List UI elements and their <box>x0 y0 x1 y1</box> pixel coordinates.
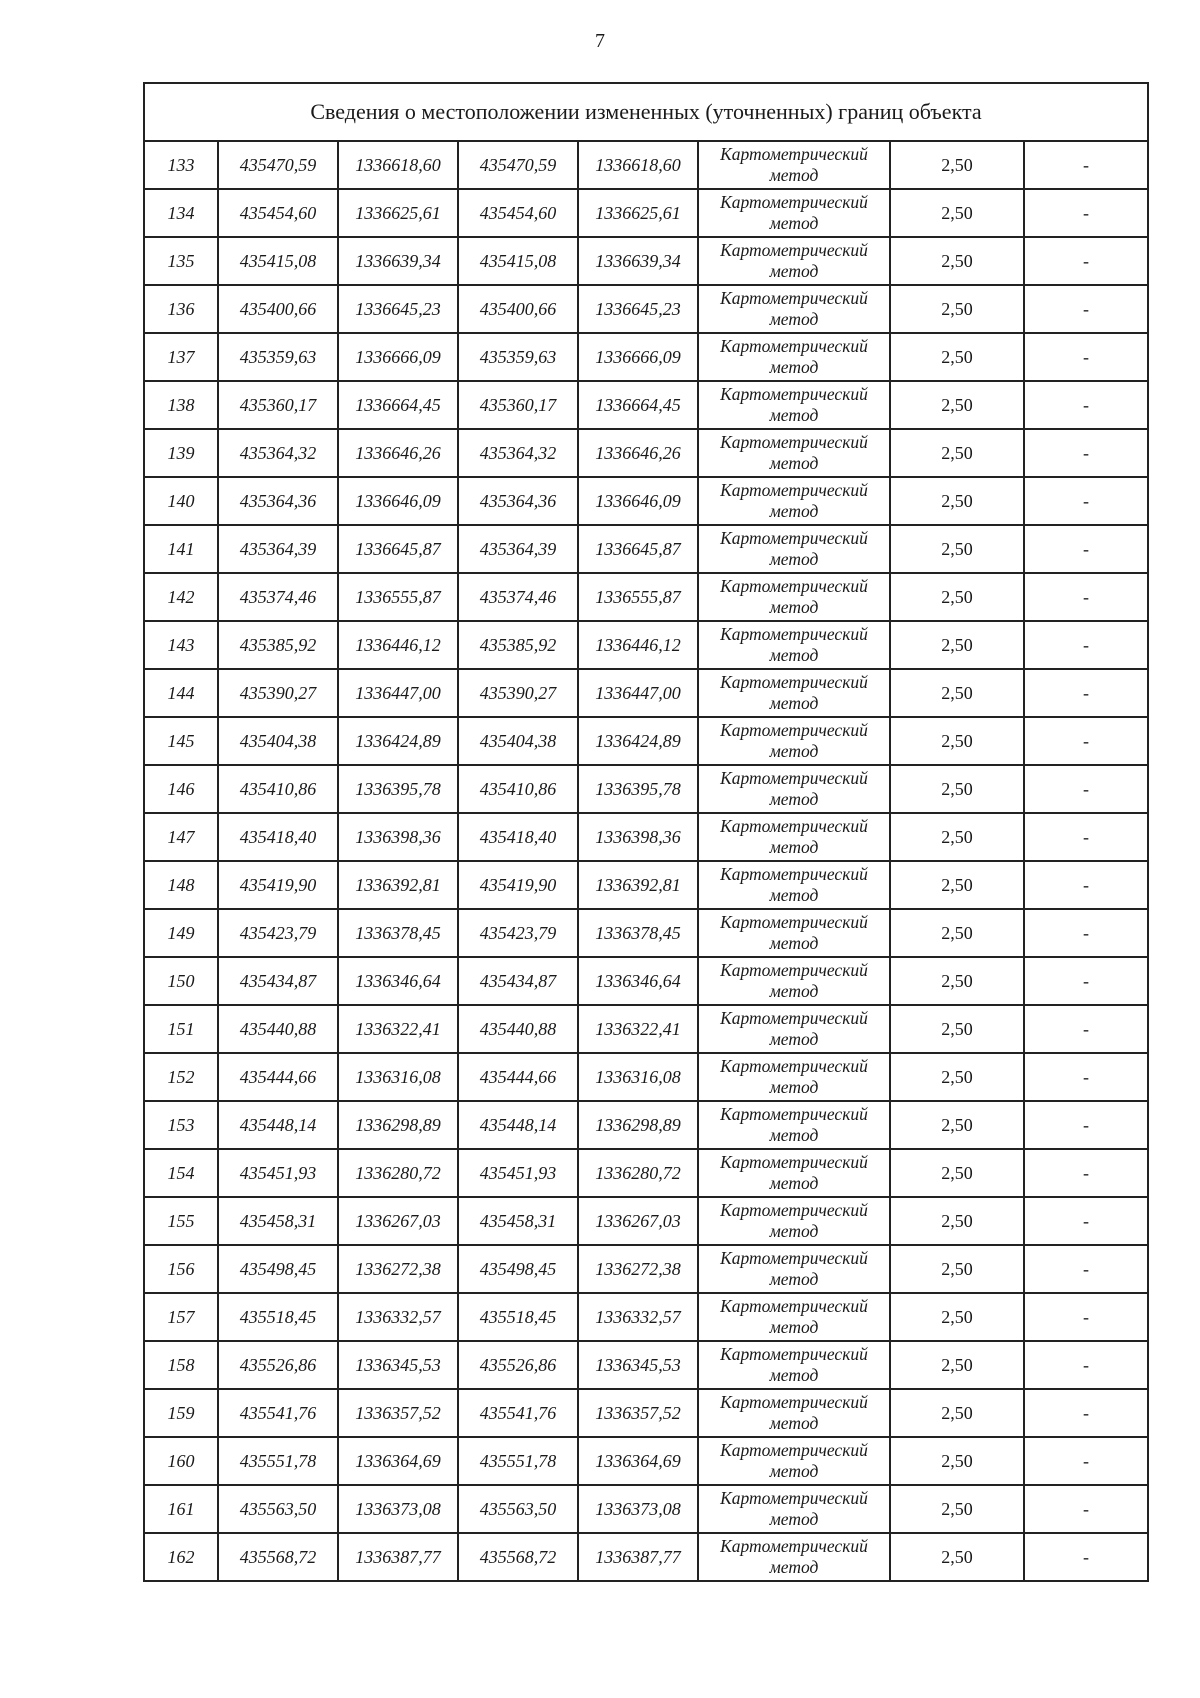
new-x-cell: 435518,45 <box>458 1293 578 1341</box>
existing-y-cell: 1336395,78 <box>338 765 458 813</box>
new-x-cell: 435404,38 <box>458 717 578 765</box>
error-cell: 2,50 <box>890 909 1024 957</box>
error-cell: 2,50 <box>890 381 1024 429</box>
existing-y-cell: 1336322,41 <box>338 1005 458 1053</box>
error-cell: 2,50 <box>890 1005 1024 1053</box>
error-cell: 2,50 <box>890 1053 1024 1101</box>
new-y-cell: 1336387,77 <box>578 1533 698 1581</box>
new-x-cell: 435434,87 <box>458 957 578 1005</box>
table-row <box>144 237 1148 285</box>
description-cell: - <box>1024 381 1148 429</box>
existing-y-cell: 1336346,64 <box>338 957 458 1005</box>
description-cell: - <box>1024 621 1148 669</box>
description-cell: - <box>1024 285 1148 333</box>
new-y-cell: 1336346,64 <box>578 957 698 1005</box>
existing-x-cell: 435410,86 <box>218 765 338 813</box>
new-x-cell: 435423,79 <box>458 909 578 957</box>
existing-y-cell: 1336392,81 <box>338 861 458 909</box>
point-number-cell: 133 <box>144 141 218 189</box>
existing-y-cell: 1336398,36 <box>338 813 458 861</box>
description-cell: - <box>1024 1437 1148 1485</box>
description-cell: - <box>1024 141 1148 189</box>
new-y-cell: 1336625,61 <box>578 189 698 237</box>
existing-x-cell: 435448,14 <box>218 1101 338 1149</box>
existing-y-cell: 1336373,08 <box>338 1485 458 1533</box>
existing-y-cell: 1336666,09 <box>338 333 458 381</box>
method-cell: Картометрический метод <box>698 1053 890 1101</box>
description-cell: - <box>1024 525 1148 573</box>
existing-x-cell: 435359,63 <box>218 333 338 381</box>
point-number-cell: 136 <box>144 285 218 333</box>
error-cell: 2,50 <box>890 861 1024 909</box>
existing-y-cell: 1336280,72 <box>338 1149 458 1197</box>
error-cell: 2,50 <box>890 717 1024 765</box>
point-number-cell: 152 <box>144 1053 218 1101</box>
existing-y-cell: 1336364,69 <box>338 1437 458 1485</box>
error-cell: 2,50 <box>890 1245 1024 1293</box>
new-x-cell: 435551,78 <box>458 1437 578 1485</box>
method-cell: Картометрический метод <box>698 477 890 525</box>
table-row <box>144 285 1148 333</box>
error-cell: 2,50 <box>890 1149 1024 1197</box>
new-y-cell: 1336639,34 <box>578 237 698 285</box>
new-y-cell: 1336357,52 <box>578 1389 698 1437</box>
existing-x-cell: 435518,45 <box>218 1293 338 1341</box>
new-x-cell: 435448,14 <box>458 1101 578 1149</box>
method-cell: Картометрический метод <box>698 573 890 621</box>
error-cell: 2,50 <box>890 1341 1024 1389</box>
table-row <box>144 765 1148 813</box>
new-x-cell: 435418,40 <box>458 813 578 861</box>
error-cell: 2,50 <box>890 669 1024 717</box>
existing-x-cell: 435563,50 <box>218 1485 338 1533</box>
point-number-cell: 160 <box>144 1437 218 1485</box>
existing-x-cell: 435374,46 <box>218 573 338 621</box>
error-cell: 2,50 <box>890 333 1024 381</box>
table-row <box>144 621 1148 669</box>
new-y-cell: 1336322,41 <box>578 1005 698 1053</box>
description-cell: - <box>1024 813 1148 861</box>
new-y-cell: 1336373,08 <box>578 1485 698 1533</box>
table-row <box>144 333 1148 381</box>
error-cell: 2,50 <box>890 1101 1024 1149</box>
method-cell: Картометрический метод <box>698 285 890 333</box>
existing-x-cell: 435458,31 <box>218 1197 338 1245</box>
new-y-cell: 1336447,00 <box>578 669 698 717</box>
method-cell: Картометрический метод <box>698 909 890 957</box>
new-x-cell: 435400,66 <box>458 285 578 333</box>
error-cell: 2,50 <box>890 429 1024 477</box>
existing-y-cell: 1336387,77 <box>338 1533 458 1581</box>
new-y-cell: 1336378,45 <box>578 909 698 957</box>
error-cell: 2,50 <box>890 1533 1024 1581</box>
table-row <box>144 1101 1148 1149</box>
description-cell: - <box>1024 1485 1148 1533</box>
point-number-cell: 147 <box>144 813 218 861</box>
error-cell: 2,50 <box>890 1485 1024 1533</box>
new-y-cell: 1336298,89 <box>578 1101 698 1149</box>
description-cell: - <box>1024 1005 1148 1053</box>
new-x-cell: 435419,90 <box>458 861 578 909</box>
description-cell: - <box>1024 669 1148 717</box>
description-cell: - <box>1024 573 1148 621</box>
existing-x-cell: 435434,87 <box>218 957 338 1005</box>
new-x-cell: 435440,88 <box>458 1005 578 1053</box>
point-number-cell: 145 <box>144 717 218 765</box>
point-number-cell: 157 <box>144 1293 218 1341</box>
method-cell: Картометрический метод <box>698 189 890 237</box>
description-cell: - <box>1024 1197 1148 1245</box>
description-cell: - <box>1024 1341 1148 1389</box>
point-number-cell: 135 <box>144 237 218 285</box>
description-cell: - <box>1024 1101 1148 1149</box>
existing-x-cell: 435364,32 <box>218 429 338 477</box>
point-number-cell: 134 <box>144 189 218 237</box>
new-y-cell: 1336555,87 <box>578 573 698 621</box>
new-x-cell: 435410,86 <box>458 765 578 813</box>
existing-y-cell: 1336645,23 <box>338 285 458 333</box>
existing-y-cell: 1336646,26 <box>338 429 458 477</box>
point-number-cell: 142 <box>144 573 218 621</box>
table-row <box>144 1005 1148 1053</box>
method-cell: Картометрический метод <box>698 669 890 717</box>
point-number-cell: 143 <box>144 621 218 669</box>
description-cell: - <box>1024 1533 1148 1581</box>
existing-y-cell: 1336267,03 <box>338 1197 458 1245</box>
new-y-cell: 1336345,53 <box>578 1341 698 1389</box>
new-x-cell: 435568,72 <box>458 1533 578 1581</box>
new-y-cell: 1336392,81 <box>578 861 698 909</box>
description-cell: - <box>1024 957 1148 1005</box>
existing-x-cell: 435364,36 <box>218 477 338 525</box>
table-row <box>144 573 1148 621</box>
existing-x-cell: 435526,86 <box>218 1341 338 1389</box>
description-cell: - <box>1024 909 1148 957</box>
existing-y-cell: 1336316,08 <box>338 1053 458 1101</box>
method-cell: Картометрический метод <box>698 765 890 813</box>
method-cell: Картометрический метод <box>698 525 890 573</box>
existing-x-cell: 435470,59 <box>218 141 338 189</box>
new-x-cell: 435526,86 <box>458 1341 578 1389</box>
new-x-cell: 435451,93 <box>458 1149 578 1197</box>
existing-y-cell: 1336555,87 <box>338 573 458 621</box>
existing-y-cell: 1336625,61 <box>338 189 458 237</box>
point-number-cell: 162 <box>144 1533 218 1581</box>
existing-y-cell: 1336272,38 <box>338 1245 458 1293</box>
table-row <box>144 429 1148 477</box>
new-x-cell: 435385,92 <box>458 621 578 669</box>
point-number-cell: 159 <box>144 1389 218 1437</box>
point-number-cell: 150 <box>144 957 218 1005</box>
description-cell: - <box>1024 765 1148 813</box>
table-row <box>144 669 1148 717</box>
error-cell: 2,50 <box>890 813 1024 861</box>
error-cell: 2,50 <box>890 1389 1024 1437</box>
method-cell: Картометрический метод <box>698 141 890 189</box>
method-cell: Картометрический метод <box>698 333 890 381</box>
error-cell: 2,50 <box>890 285 1024 333</box>
existing-y-cell: 1336639,34 <box>338 237 458 285</box>
new-y-cell: 1336316,08 <box>578 1053 698 1101</box>
new-x-cell: 435415,08 <box>458 237 578 285</box>
point-number-cell: 140 <box>144 477 218 525</box>
error-cell: 2,50 <box>890 1197 1024 1245</box>
new-y-cell: 1336645,23 <box>578 285 698 333</box>
table-row <box>144 1053 1148 1101</box>
point-number-cell: 153 <box>144 1101 218 1149</box>
boundary-coordinates-table <box>143 82 1149 1582</box>
existing-x-cell: 435568,72 <box>218 1533 338 1581</box>
existing-y-cell: 1336645,87 <box>338 525 458 573</box>
new-y-cell: 1336664,45 <box>578 381 698 429</box>
new-y-cell: 1336272,38 <box>578 1245 698 1293</box>
description-cell: - <box>1024 1149 1148 1197</box>
point-number-cell: 138 <box>144 381 218 429</box>
existing-y-cell: 1336446,12 <box>338 621 458 669</box>
table-body <box>144 83 1148 1581</box>
error-cell: 2,50 <box>890 477 1024 525</box>
existing-x-cell: 435498,45 <box>218 1245 338 1293</box>
point-number-cell: 146 <box>144 765 218 813</box>
method-cell: Картометрический метод <box>698 381 890 429</box>
table-row <box>144 1341 1148 1389</box>
table-row <box>144 1485 1148 1533</box>
new-x-cell: 435364,36 <box>458 477 578 525</box>
table-row <box>144 381 1148 429</box>
new-x-cell: 435359,63 <box>458 333 578 381</box>
method-cell: Картометрический метод <box>698 861 890 909</box>
existing-x-cell: 435444,66 <box>218 1053 338 1101</box>
method-cell: Картометрический метод <box>698 957 890 1005</box>
description-cell: - <box>1024 477 1148 525</box>
error-cell: 2,50 <box>890 189 1024 237</box>
description-cell: - <box>1024 429 1148 477</box>
new-x-cell: 435444,66 <box>458 1053 578 1101</box>
method-cell: Картометрический метод <box>698 1533 890 1581</box>
table-row <box>144 1197 1148 1245</box>
new-y-cell: 1336424,89 <box>578 717 698 765</box>
error-cell: 2,50 <box>890 1293 1024 1341</box>
method-cell: Картометрический метод <box>698 429 890 477</box>
new-x-cell: 435374,46 <box>458 573 578 621</box>
method-cell: Картометрический метод <box>698 1245 890 1293</box>
existing-y-cell: 1336664,45 <box>338 381 458 429</box>
new-y-cell: 1336364,69 <box>578 1437 698 1485</box>
existing-x-cell: 435440,88 <box>218 1005 338 1053</box>
method-cell: Картометрический метод <box>698 1485 890 1533</box>
error-cell: 2,50 <box>890 237 1024 285</box>
method-cell: Картометрический метод <box>698 621 890 669</box>
method-cell: Картометрический метод <box>698 1341 890 1389</box>
point-number-cell: 161 <box>144 1485 218 1533</box>
table-row <box>144 477 1148 525</box>
method-cell: Картометрический метод <box>698 1149 890 1197</box>
new-y-cell: 1336267,03 <box>578 1197 698 1245</box>
method-cell: Картометрический метод <box>698 237 890 285</box>
new-y-cell: 1336666,09 <box>578 333 698 381</box>
point-number-cell: 137 <box>144 333 218 381</box>
point-number-cell: 158 <box>144 1341 218 1389</box>
new-y-cell: 1336646,09 <box>578 477 698 525</box>
existing-y-cell: 1336345,53 <box>338 1341 458 1389</box>
new-y-cell: 1336446,12 <box>578 621 698 669</box>
new-x-cell: 435364,32 <box>458 429 578 477</box>
description-cell: - <box>1024 1053 1148 1101</box>
description-cell: - <box>1024 1389 1148 1437</box>
existing-x-cell: 435551,78 <box>218 1437 338 1485</box>
existing-y-cell: 1336332,57 <box>338 1293 458 1341</box>
description-cell: - <box>1024 189 1148 237</box>
description-cell: - <box>1024 1293 1148 1341</box>
method-cell: Картометрический метод <box>698 1293 890 1341</box>
point-number-cell: 144 <box>144 669 218 717</box>
existing-x-cell: 435364,39 <box>218 525 338 573</box>
point-number-cell: 149 <box>144 909 218 957</box>
description-cell: - <box>1024 861 1148 909</box>
new-x-cell: 435360,17 <box>458 381 578 429</box>
new-x-cell: 435390,27 <box>458 669 578 717</box>
new-y-cell: 1336645,87 <box>578 525 698 573</box>
new-x-cell: 435563,50 <box>458 1485 578 1533</box>
existing-x-cell: 435385,92 <box>218 621 338 669</box>
error-cell: 2,50 <box>890 141 1024 189</box>
existing-y-cell: 1336646,09 <box>338 477 458 525</box>
new-x-cell: 435470,59 <box>458 141 578 189</box>
existing-x-cell: 435541,76 <box>218 1389 338 1437</box>
method-cell: Картометрический метод <box>698 1101 890 1149</box>
point-number-cell: 156 <box>144 1245 218 1293</box>
table-row <box>144 1293 1148 1341</box>
error-cell: 2,50 <box>890 621 1024 669</box>
method-cell: Картометрический метод <box>698 1437 890 1485</box>
point-number-cell: 139 <box>144 429 218 477</box>
new-x-cell: 435458,31 <box>458 1197 578 1245</box>
existing-y-cell: 1336447,00 <box>338 669 458 717</box>
new-y-cell: 1336618,60 <box>578 141 698 189</box>
table-row <box>144 861 1148 909</box>
method-cell: Картометрический метод <box>698 1197 890 1245</box>
existing-y-cell: 1336357,52 <box>338 1389 458 1437</box>
existing-x-cell: 435451,93 <box>218 1149 338 1197</box>
table-row <box>144 1389 1148 1437</box>
new-y-cell: 1336332,57 <box>578 1293 698 1341</box>
method-cell: Картометрический метод <box>698 1005 890 1053</box>
existing-y-cell: 1336378,45 <box>338 909 458 957</box>
existing-x-cell: 435404,38 <box>218 717 338 765</box>
error-cell: 2,50 <box>890 957 1024 1005</box>
table-row <box>144 717 1148 765</box>
existing-y-cell: 1336618,60 <box>338 141 458 189</box>
point-number-cell: 155 <box>144 1197 218 1245</box>
table-row <box>144 1149 1148 1197</box>
table-row <box>144 525 1148 573</box>
existing-x-cell: 435400,66 <box>218 285 338 333</box>
table-title-row <box>144 83 1148 141</box>
existing-x-cell: 435390,27 <box>218 669 338 717</box>
new-x-cell: 435454,60 <box>458 189 578 237</box>
method-cell: Картометрический метод <box>698 1389 890 1437</box>
point-number-cell: 141 <box>144 525 218 573</box>
existing-x-cell: 435454,60 <box>218 189 338 237</box>
description-cell: - <box>1024 237 1148 285</box>
page-number: 7 <box>595 30 605 52</box>
table-row <box>144 957 1148 1005</box>
description-cell: - <box>1024 717 1148 765</box>
new-y-cell: 1336280,72 <box>578 1149 698 1197</box>
table-row <box>144 141 1148 189</box>
description-cell: - <box>1024 1245 1148 1293</box>
table-row <box>144 1437 1148 1485</box>
existing-x-cell: 435419,90 <box>218 861 338 909</box>
method-cell: Картометрический метод <box>698 717 890 765</box>
existing-x-cell: 435423,79 <box>218 909 338 957</box>
existing-y-cell: 1336298,89 <box>338 1101 458 1149</box>
point-number-cell: 154 <box>144 1149 218 1197</box>
description-cell: - <box>1024 333 1148 381</box>
existing-x-cell: 435418,40 <box>218 813 338 861</box>
error-cell: 2,50 <box>890 1437 1024 1485</box>
error-cell: 2,50 <box>890 525 1024 573</box>
table-row <box>144 813 1148 861</box>
new-x-cell: 435498,45 <box>458 1245 578 1293</box>
new-y-cell: 1336395,78 <box>578 765 698 813</box>
existing-y-cell: 1336424,89 <box>338 717 458 765</box>
existing-x-cell: 435360,17 <box>218 381 338 429</box>
table-row <box>144 1245 1148 1293</box>
new-x-cell: 435364,39 <box>458 525 578 573</box>
point-number-cell: 151 <box>144 1005 218 1053</box>
table-row <box>144 1533 1148 1581</box>
table-title: Сведения о местоположении измененных (уточненных) границ объекта <box>144 83 1148 141</box>
point-number-cell: 148 <box>144 861 218 909</box>
new-x-cell: 435541,76 <box>458 1389 578 1437</box>
existing-x-cell: 435415,08 <box>218 237 338 285</box>
error-cell: 2,50 <box>890 573 1024 621</box>
error-cell: 2,50 <box>890 765 1024 813</box>
new-y-cell: 1336646,26 <box>578 429 698 477</box>
method-cell: Картометрический метод <box>698 813 890 861</box>
new-y-cell: 1336398,36 <box>578 813 698 861</box>
table-row <box>144 909 1148 957</box>
table-row <box>144 189 1148 237</box>
